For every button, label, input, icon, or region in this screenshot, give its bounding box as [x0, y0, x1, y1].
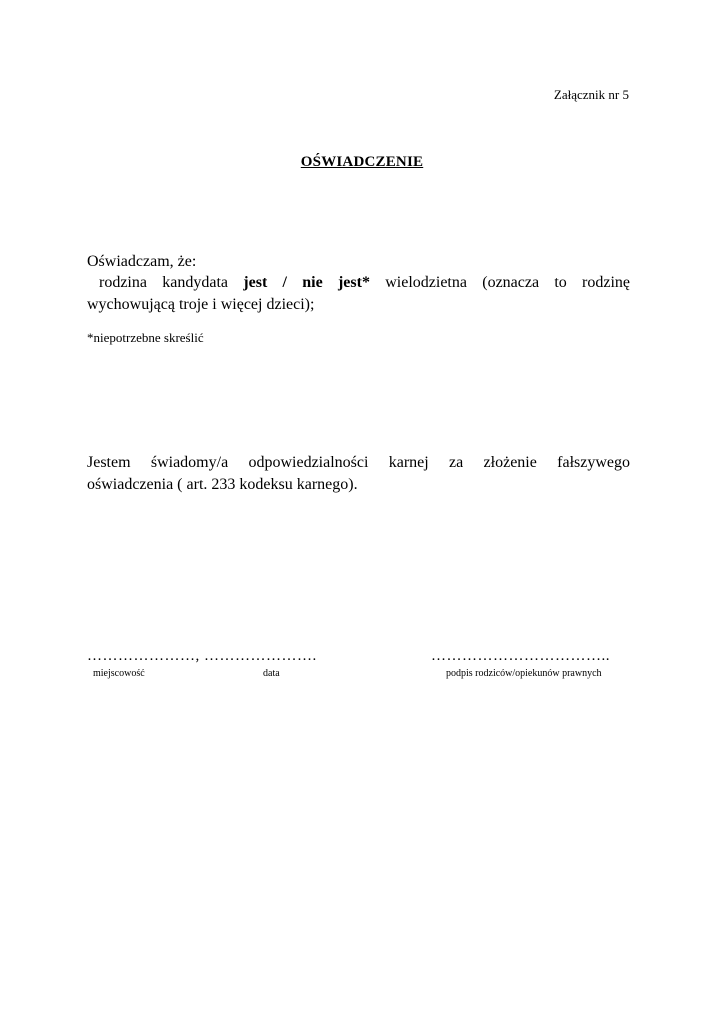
- intro-text: Oświadczam, że:: [87, 253, 197, 270]
- family-statement: [87, 272, 630, 316]
- responsibility-line1: Jestem świadomy/a odpowiedzialności karnej za złożenie fałszywego: [87, 454, 630, 471]
- date-caption: data: [263, 668, 280, 679]
- place-caption: miejscowość: [93, 668, 145, 679]
- statement-suffix: wielodzietna (oznacza to rodzinę: [385, 274, 631, 291]
- document-title: OŚWIADCZENIE: [300, 154, 424, 170]
- statement-prefix: rodzina kandydata: [99, 274, 228, 291]
- signature-caption: podpis rodziców/opiekunów prawnych: [446, 668, 602, 679]
- responsibility-statement: [87, 452, 630, 496]
- place-date-field: …………………, ………………….: [87, 648, 317, 664]
- responsibility-line2: oświadczenia ( art. 233 kodeksu karnego).: [87, 476, 358, 493]
- family-statement-line1: [87, 272, 630, 294]
- footnote: *niepotrzebne skreślić: [87, 330, 204, 345]
- statement-choice: jest / nie jest*: [243, 274, 370, 291]
- signature-field: ……………………………..: [431, 648, 610, 664]
- annex-label: Załącznik nr 5: [553, 87, 629, 102]
- family-statement-line2: wychowującą troje i więcej dzieci);: [87, 296, 315, 313]
